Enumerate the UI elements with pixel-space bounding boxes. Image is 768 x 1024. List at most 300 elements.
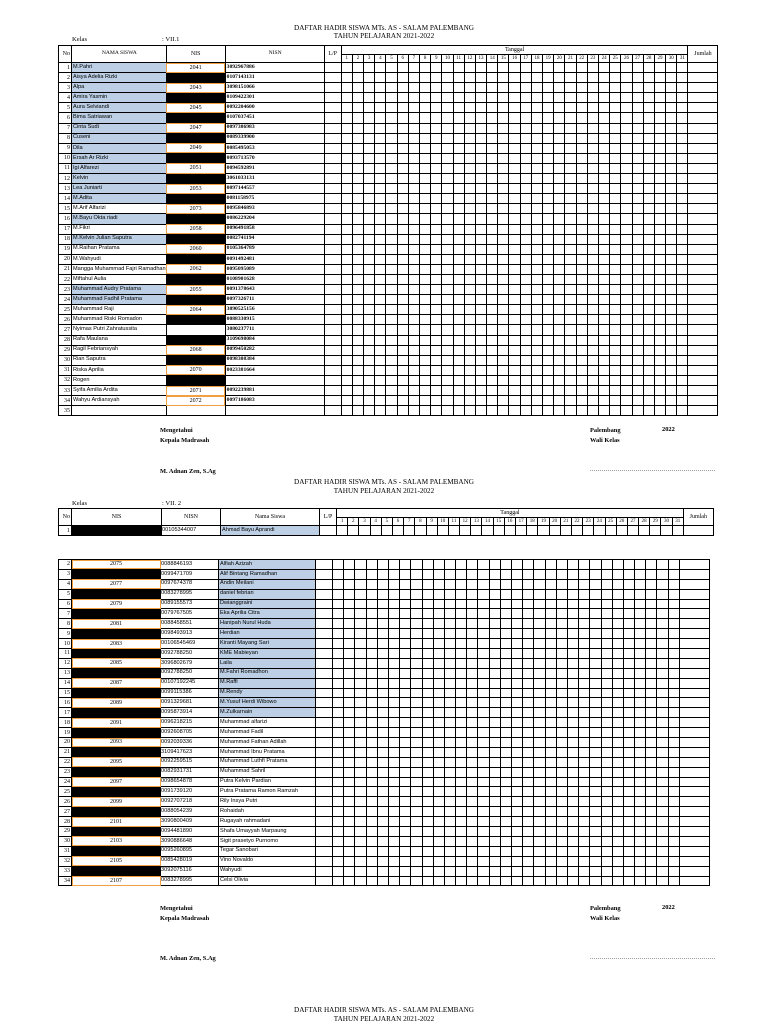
attendance-cell[interactable] — [512, 718, 523, 728]
attendance-cell[interactable] — [500, 639, 511, 649]
attendance-cell[interactable] — [408, 295, 419, 305]
attendance-cell[interactable] — [386, 305, 397, 315]
attendance-cell[interactable] — [408, 234, 419, 244]
attendance-cell[interactable] — [433, 777, 444, 787]
attendance-cell[interactable] — [442, 355, 453, 365]
attendance-cell[interactable] — [419, 365, 430, 375]
attendance-cell[interactable] — [610, 184, 621, 194]
attendance-cell[interactable] — [397, 63, 408, 73]
attendance-cell[interactable] — [621, 375, 632, 385]
attendance-cell[interactable] — [475, 113, 486, 123]
attendance-cell[interactable] — [478, 747, 489, 757]
attendance-cell[interactable] — [487, 386, 498, 396]
attendance-cell[interactable] — [567, 797, 578, 807]
attendance-cell[interactable] — [333, 560, 344, 570]
attendance-cell[interactable] — [657, 836, 668, 846]
attendance-cell[interactable] — [344, 738, 355, 748]
attendance-cell[interactable] — [587, 396, 598, 406]
attendance-cell[interactable] — [635, 579, 646, 589]
attendance-cell[interactable] — [388, 728, 399, 738]
attendance-cell[interactable] — [556, 767, 567, 777]
attendance-cell[interactable] — [576, 143, 587, 153]
attendance-cell[interactable] — [523, 817, 534, 827]
attendance-cell[interactable] — [400, 688, 411, 698]
attendance-cell[interactable] — [531, 83, 542, 93]
attendance-cell[interactable] — [355, 846, 366, 856]
attendance-cell[interactable] — [442, 83, 453, 93]
attendance-cell[interactable] — [612, 856, 623, 866]
attendance-cell[interactable] — [612, 708, 623, 718]
attendance-cell[interactable] — [419, 214, 430, 224]
attendance-cell[interactable] — [464, 224, 475, 234]
attendance-cell[interactable] — [487, 234, 498, 244]
attendance-cell[interactable] — [666, 264, 677, 274]
attendance-cell[interactable] — [375, 93, 386, 103]
attendance-cell[interactable] — [341, 153, 352, 163]
attendance-cell[interactable] — [456, 708, 467, 718]
attendance-cell[interactable] — [565, 234, 576, 244]
attendance-cell[interactable] — [478, 866, 489, 876]
attendance-cell[interactable] — [386, 325, 397, 335]
attendance-cell[interactable] — [621, 274, 632, 284]
attendance-cell[interactable] — [352, 103, 363, 113]
attendance-cell[interactable] — [587, 274, 598, 284]
attendance-cell[interactable] — [333, 747, 344, 757]
attendance-cell[interactable] — [408, 73, 419, 83]
attendance-cell[interactable] — [643, 93, 654, 103]
attendance-cell[interactable] — [333, 817, 344, 827]
attendance-cell[interactable] — [442, 214, 453, 224]
attendance-cell[interactable] — [612, 787, 623, 797]
attendance-cell[interactable] — [386, 133, 397, 143]
attendance-cell[interactable] — [587, 194, 598, 204]
attendance-cell[interactable] — [523, 609, 534, 619]
attendance-cell[interactable] — [366, 738, 377, 748]
attendance-cell[interactable] — [400, 599, 411, 609]
attendance-cell[interactable] — [498, 93, 509, 103]
attendance-cell[interactable] — [646, 817, 657, 827]
attendance-cell[interactable] — [333, 668, 344, 678]
attendance-cell[interactable] — [554, 93, 565, 103]
attendance-cell[interactable] — [646, 866, 657, 876]
attendance-cell[interactable] — [478, 856, 489, 866]
attendance-cell[interactable] — [598, 143, 609, 153]
attendance-cell[interactable] — [646, 639, 657, 649]
attendance-cell[interactable] — [366, 807, 377, 817]
attendance-cell[interactable] — [531, 204, 542, 214]
attendance-cell[interactable] — [442, 254, 453, 264]
attendance-cell[interactable] — [554, 174, 565, 184]
attendance-cell[interactable] — [657, 757, 668, 767]
attendance-cell[interactable] — [500, 827, 511, 837]
attendance-cell[interactable] — [431, 153, 442, 163]
attendance-cell[interactable] — [621, 224, 632, 234]
attendance-cell[interactable] — [598, 264, 609, 274]
attendance-cell[interactable] — [467, 728, 478, 738]
attendance-cell[interactable] — [621, 285, 632, 295]
attendance-cell[interactable] — [601, 777, 612, 787]
attendance-cell[interactable] — [632, 194, 643, 204]
attendance-cell[interactable] — [478, 569, 489, 579]
attendance-cell[interactable] — [333, 589, 344, 599]
attendance-cell[interactable] — [534, 797, 545, 807]
attendance-cell[interactable] — [364, 396, 375, 406]
attendance-cell[interactable] — [531, 244, 542, 254]
attendance-cell[interactable] — [543, 133, 554, 143]
attendance-cell[interactable] — [500, 797, 511, 807]
attendance-cell[interactable] — [487, 184, 498, 194]
attendance-cell[interactable] — [442, 234, 453, 244]
attendance-cell[interactable] — [509, 386, 520, 396]
attendance-cell[interactable] — [543, 123, 554, 133]
attendance-cell[interactable] — [442, 123, 453, 133]
attendance-cell[interactable] — [668, 579, 679, 589]
attendance-cell[interactable] — [344, 817, 355, 827]
attendance-cell[interactable] — [657, 688, 668, 698]
attendance-cell[interactable] — [587, 153, 598, 163]
attendance-cell[interactable] — [646, 718, 657, 728]
attendance-cell[interactable] — [433, 678, 444, 688]
attendance-cell[interactable] — [364, 133, 375, 143]
attendance-cell[interactable] — [677, 305, 688, 315]
attendance-cell[interactable] — [419, 194, 430, 204]
attendance-cell[interactable] — [386, 386, 397, 396]
attendance-cell[interactable] — [419, 163, 430, 173]
attendance-cell[interactable] — [408, 315, 419, 325]
attendance-cell[interactable] — [543, 93, 554, 103]
attendance-cell[interactable] — [433, 876, 444, 886]
attendance-cell[interactable] — [534, 569, 545, 579]
attendance-cell[interactable] — [464, 355, 475, 365]
attendance-cell[interactable] — [366, 560, 377, 570]
attendance-cell[interactable] — [527, 526, 538, 536]
attendance-cell[interactable] — [442, 315, 453, 325]
attendance-cell[interactable] — [612, 688, 623, 698]
attendance-cell[interactable] — [523, 619, 534, 629]
attendance-cell[interactable] — [355, 777, 366, 787]
attendance-cell[interactable] — [467, 836, 478, 846]
attendance-cell[interactable] — [388, 827, 399, 837]
attendance-cell[interactable] — [366, 698, 377, 708]
attendance-cell[interactable] — [623, 807, 634, 817]
attendance-cell[interactable] — [408, 184, 419, 194]
attendance-cell[interactable] — [464, 264, 475, 274]
attendance-cell[interactable] — [444, 688, 455, 698]
attendance-cell[interactable] — [333, 856, 344, 866]
attendance-cell[interactable] — [453, 244, 464, 254]
attendance-cell[interactable] — [623, 718, 634, 728]
attendance-cell[interactable] — [433, 708, 444, 718]
attendance-cell[interactable] — [587, 184, 598, 194]
attendance-cell[interactable] — [635, 668, 646, 678]
attendance-cell[interactable] — [467, 658, 478, 668]
attendance-cell[interactable] — [598, 345, 609, 355]
attendance-cell[interactable] — [672, 526, 683, 536]
attendance-cell[interactable] — [632, 143, 643, 153]
attendance-cell[interactable] — [456, 866, 467, 876]
attendance-cell[interactable] — [426, 526, 437, 536]
attendance-cell[interactable] — [567, 866, 578, 876]
attendance-cell[interactable] — [366, 678, 377, 688]
attendance-cell[interactable] — [512, 708, 523, 718]
attendance-cell[interactable] — [419, 63, 430, 73]
attendance-cell[interactable] — [388, 797, 399, 807]
attendance-cell[interactable] — [442, 365, 453, 375]
attendance-cell[interactable] — [442, 153, 453, 163]
attendance-cell[interactable] — [654, 184, 665, 194]
attendance-cell[interactable] — [654, 355, 665, 365]
attendance-cell[interactable] — [377, 836, 388, 846]
attendance-cell[interactable] — [431, 174, 442, 184]
attendance-cell[interactable] — [500, 856, 511, 866]
attendance-cell[interactable] — [453, 73, 464, 83]
attendance-cell[interactable] — [478, 668, 489, 678]
attendance-cell[interactable] — [576, 244, 587, 254]
attendance-cell[interactable] — [556, 569, 567, 579]
attendance-cell[interactable] — [601, 619, 612, 629]
attendance-cell[interactable] — [632, 386, 643, 396]
attendance-cell[interactable] — [657, 639, 668, 649]
attendance-cell[interactable] — [377, 619, 388, 629]
attendance-cell[interactable] — [388, 836, 399, 846]
attendance-cell[interactable] — [677, 295, 688, 305]
attendance-cell[interactable] — [621, 153, 632, 163]
attendance-cell[interactable] — [554, 63, 565, 73]
attendance-cell[interactable] — [643, 163, 654, 173]
attendance-cell[interactable] — [498, 254, 509, 264]
attendance-cell[interactable] — [576, 73, 587, 83]
attendance-cell[interactable] — [543, 224, 554, 234]
attendance-cell[interactable] — [437, 526, 448, 536]
attendance-cell[interactable] — [489, 579, 500, 589]
attendance-cell[interactable] — [464, 305, 475, 315]
attendance-cell[interactable] — [456, 678, 467, 688]
attendance-cell[interactable] — [386, 365, 397, 375]
attendance-cell[interactable] — [579, 866, 590, 876]
attendance-cell[interactable] — [543, 234, 554, 244]
attendance-cell[interactable] — [632, 163, 643, 173]
attendance-cell[interactable] — [467, 718, 478, 728]
attendance-cell[interactable] — [500, 579, 511, 589]
attendance-cell[interactable] — [442, 274, 453, 284]
attendance-cell[interactable] — [657, 609, 668, 619]
attendance-cell[interactable] — [677, 73, 688, 83]
attendance-cell[interactable] — [487, 264, 498, 274]
attendance-cell[interactable] — [344, 777, 355, 787]
attendance-cell[interactable] — [567, 609, 578, 619]
attendance-cell[interactable] — [523, 678, 534, 688]
attendance-cell[interactable] — [453, 163, 464, 173]
attendance-cell[interactable] — [453, 386, 464, 396]
attendance-cell[interactable] — [397, 143, 408, 153]
attendance-cell[interactable] — [397, 73, 408, 83]
attendance-cell[interactable] — [422, 866, 433, 876]
attendance-cell[interactable] — [453, 406, 464, 416]
attendance-cell[interactable] — [456, 639, 467, 649]
attendance-cell[interactable] — [467, 817, 478, 827]
attendance-cell[interactable] — [556, 807, 567, 817]
attendance-cell[interactable] — [668, 797, 679, 807]
attendance-cell[interactable] — [408, 163, 419, 173]
attendance-cell[interactable] — [341, 305, 352, 315]
attendance-cell[interactable] — [352, 184, 363, 194]
attendance-cell[interactable] — [467, 678, 478, 688]
attendance-cell[interactable] — [612, 866, 623, 876]
attendance-cell[interactable] — [333, 708, 344, 718]
attendance-cell[interactable] — [579, 757, 590, 767]
attendance-cell[interactable] — [610, 274, 621, 284]
attendance-cell[interactable] — [444, 599, 455, 609]
attendance-cell[interactable] — [422, 757, 433, 767]
attendance-cell[interactable] — [601, 797, 612, 807]
attendance-cell[interactable] — [623, 599, 634, 609]
attendance-cell[interactable] — [509, 264, 520, 274]
attendance-cell[interactable] — [431, 285, 442, 295]
attendance-cell[interactable] — [579, 589, 590, 599]
attendance-cell[interactable] — [587, 386, 598, 396]
attendance-cell[interactable] — [381, 526, 392, 536]
attendance-cell[interactable] — [419, 244, 430, 254]
attendance-cell[interactable] — [523, 856, 534, 866]
attendance-cell[interactable] — [523, 777, 534, 787]
attendance-cell[interactable] — [411, 747, 422, 757]
attendance-cell[interactable] — [366, 649, 377, 659]
attendance-cell[interactable] — [498, 214, 509, 224]
attendance-cell[interactable] — [654, 133, 665, 143]
attendance-cell[interactable] — [366, 777, 377, 787]
attendance-cell[interactable] — [411, 836, 422, 846]
attendance-cell[interactable] — [442, 264, 453, 274]
attendance-cell[interactable] — [587, 123, 598, 133]
attendance-cell[interactable] — [646, 698, 657, 708]
attendance-cell[interactable] — [545, 579, 556, 589]
attendance-cell[interactable] — [523, 629, 534, 639]
attendance-cell[interactable] — [419, 153, 430, 163]
attendance-cell[interactable] — [366, 827, 377, 837]
attendance-cell[interactable] — [643, 133, 654, 143]
attendance-cell[interactable] — [355, 569, 366, 579]
attendance-cell[interactable] — [375, 224, 386, 234]
attendance-cell[interactable] — [355, 609, 366, 619]
attendance-cell[interactable] — [467, 866, 478, 876]
attendance-cell[interactable] — [601, 876, 612, 886]
attendance-cell[interactable] — [657, 827, 668, 837]
attendance-cell[interactable] — [612, 827, 623, 837]
attendance-cell[interactable] — [333, 639, 344, 649]
attendance-cell[interactable] — [431, 335, 442, 345]
attendance-cell[interactable] — [422, 718, 433, 728]
attendance-cell[interactable] — [352, 396, 363, 406]
attendance-cell[interactable] — [677, 63, 688, 73]
attendance-cell[interactable] — [456, 797, 467, 807]
attendance-cell[interactable] — [475, 123, 486, 133]
attendance-cell[interactable] — [419, 83, 430, 93]
attendance-cell[interactable] — [576, 406, 587, 416]
attendance-cell[interactable] — [431, 184, 442, 194]
attendance-cell[interactable] — [355, 698, 366, 708]
attendance-cell[interactable] — [341, 295, 352, 305]
attendance-cell[interactable] — [590, 738, 601, 748]
attendance-cell[interactable] — [520, 264, 531, 274]
attendance-cell[interactable] — [543, 153, 554, 163]
attendance-cell[interactable] — [366, 619, 377, 629]
attendance-cell[interactable] — [388, 579, 399, 589]
attendance-cell[interactable] — [677, 133, 688, 143]
attendance-cell[interactable] — [632, 83, 643, 93]
attendance-cell[interactable] — [344, 856, 355, 866]
attendance-cell[interactable] — [643, 113, 654, 123]
attendance-cell[interactable] — [567, 698, 578, 708]
attendance-cell[interactable] — [397, 305, 408, 315]
attendance-cell[interactable] — [509, 406, 520, 416]
attendance-cell[interactable] — [610, 174, 621, 184]
attendance-cell[interactable] — [556, 589, 567, 599]
attendance-cell[interactable] — [397, 204, 408, 214]
attendance-cell[interactable] — [433, 738, 444, 748]
attendance-cell[interactable] — [487, 73, 498, 83]
attendance-cell[interactable] — [677, 143, 688, 153]
attendance-cell[interactable] — [543, 315, 554, 325]
attendance-cell[interactable] — [576, 153, 587, 163]
attendance-cell[interactable] — [621, 325, 632, 335]
attendance-cell[interactable] — [587, 234, 598, 244]
attendance-cell[interactable] — [623, 609, 634, 619]
attendance-cell[interactable] — [666, 93, 677, 103]
attendance-cell[interactable] — [657, 589, 668, 599]
attendance-cell[interactable] — [531, 113, 542, 123]
attendance-cell[interactable] — [543, 386, 554, 396]
attendance-cell[interactable] — [587, 143, 598, 153]
attendance-cell[interactable] — [359, 526, 370, 536]
attendance-cell[interactable] — [657, 569, 668, 579]
attendance-cell[interactable] — [344, 599, 355, 609]
attendance-cell[interactable] — [509, 224, 520, 234]
attendance-cell[interactable] — [556, 787, 567, 797]
attendance-cell[interactable] — [364, 274, 375, 284]
attendance-cell[interactable] — [554, 153, 565, 163]
attendance-cell[interactable] — [500, 767, 511, 777]
attendance-cell[interactable] — [635, 560, 646, 570]
attendance-cell[interactable] — [654, 254, 665, 264]
attendance-cell[interactable] — [601, 609, 612, 619]
attendance-cell[interactable] — [677, 234, 688, 244]
attendance-cell[interactable] — [422, 579, 433, 589]
attendance-cell[interactable] — [366, 747, 377, 757]
attendance-cell[interactable] — [489, 866, 500, 876]
attendance-cell[interactable] — [431, 83, 442, 93]
attendance-cell[interactable] — [464, 174, 475, 184]
attendance-cell[interactable] — [523, 767, 534, 777]
attendance-cell[interactable] — [635, 846, 646, 856]
attendance-cell[interactable] — [411, 718, 422, 728]
attendance-cell[interactable] — [364, 305, 375, 315]
attendance-cell[interactable] — [666, 73, 677, 83]
attendance-cell[interactable] — [531, 274, 542, 284]
attendance-cell[interactable] — [478, 639, 489, 649]
attendance-cell[interactable] — [500, 787, 511, 797]
attendance-cell[interactable] — [498, 153, 509, 163]
attendance-cell[interactable] — [654, 345, 665, 355]
attendance-cell[interactable] — [352, 83, 363, 93]
attendance-cell[interactable] — [456, 589, 467, 599]
attendance-cell[interactable] — [646, 629, 657, 639]
attendance-cell[interactable] — [623, 698, 634, 708]
attendance-cell[interactable] — [419, 224, 430, 234]
attendance-cell[interactable] — [411, 678, 422, 688]
attendance-cell[interactable] — [635, 698, 646, 708]
attendance-cell[interactable] — [554, 315, 565, 325]
attendance-cell[interactable] — [545, 560, 556, 570]
